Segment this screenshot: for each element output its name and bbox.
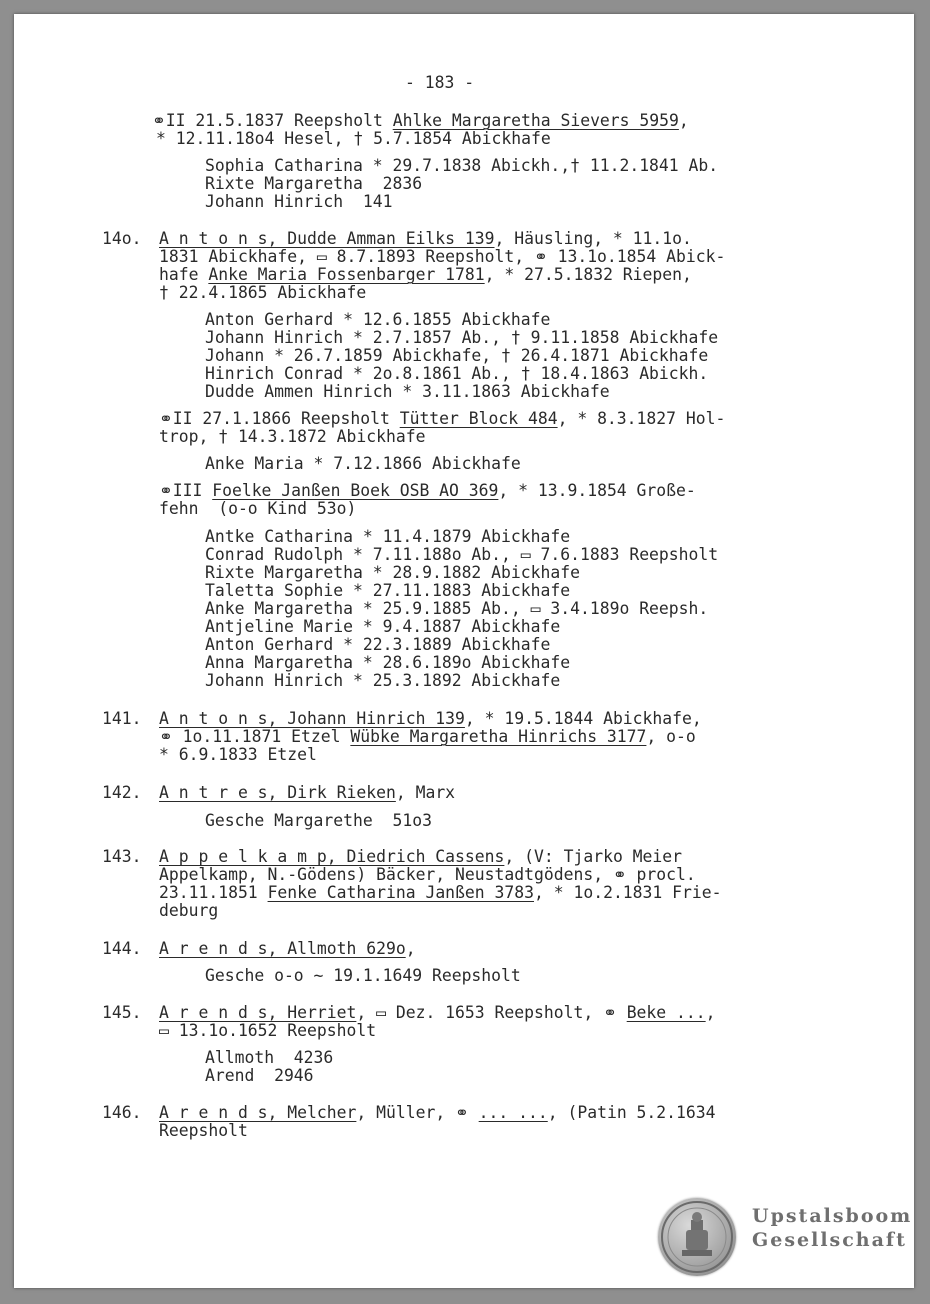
seal-icon — [658, 1198, 736, 1276]
text-line: trop, † 14.3.1872 Abickhafe — [159, 427, 426, 446]
text-line: † 22.4.1865 Abickhafe — [159, 283, 367, 302]
upstalsboom-logo — [658, 1198, 918, 1278]
entry-head: A r e n d s, Melcher, Müller, ⚭ ... ..., (Patin 5.2.1634 — [159, 1103, 716, 1122]
child-line: Gesche Margarethe 51o3 — [205, 811, 432, 830]
child-line: Rixte Margaretha * 28.9.1882 Abickhafe — [205, 563, 580, 582]
entry-head: A n t o n s, Dudde Amman Eilks 139, Häusling, * 11.1o. — [159, 229, 692, 248]
entry-head: A r e n d s, Allmoth 629o, — [159, 939, 416, 958]
child-line: Antjeline Marie * 9.4.1887 Abickhafe — [205, 617, 561, 636]
child-line: Johann * 26.7.1859 Abickhafe, † 26.4.1871 Abickhafe — [205, 346, 709, 365]
entry-number: 144. — [102, 939, 142, 958]
entry-number: 141. — [102, 709, 142, 728]
child-line: Anke Maria * 7.12.1866 Abickhafe — [205, 454, 521, 473]
brand-name: Upstalsboom Gesellschaft — [752, 1205, 913, 1251]
entry-head: A n t r e s, Dirk Rieken, Marx — [159, 783, 456, 802]
entry-head: A p p e l k a m p, Diedrich Cassens, (V: Tjarko Meier — [159, 847, 683, 866]
child-line: Allmoth 4236 — [205, 1048, 334, 1067]
text-line: hafe Anke Maria Fossenbarger 1781, * 27.5.1832 Riepen, — [159, 265, 692, 284]
child-line: Hinrich Conrad * 2o.8.1861 Ab., † 18.4.1863 Abickh. — [205, 364, 709, 383]
text-line: fehn (o-o Kind 53o) — [159, 499, 357, 518]
text-line: ▭ 13.1o.1652 Reepsholt — [159, 1021, 377, 1040]
text-line: Appelkamp, N.-Gödens) Bäcker, Neustadtgödens, ⚭ procl. — [159, 865, 696, 884]
entry-head: A n t o n s, Johann Hinrich 139, * 19.5.1844 Abickhafe, — [159, 709, 702, 728]
page-content — [14, 14, 914, 1288]
entry-number: 142. — [102, 783, 142, 802]
document-page — [14, 14, 914, 1288]
marriage-line: ⚭II 27.1.1866 Reepsholt Tütter Block 484, * 8.3.1827 Hol- — [159, 409, 726, 428]
child-line: Arend 2946 — [205, 1066, 314, 1085]
child-line: Anna Margaretha * 28.6.189o Abickhafe — [205, 653, 571, 672]
text-line: deburg — [159, 901, 219, 920]
text-line: Reepsholt — [159, 1121, 248, 1140]
text-line: * 6.9.1833 Etzel — [159, 745, 317, 764]
child-line: Johann Hinrich 141 — [205, 192, 393, 211]
child-line: Gesche o-o ~ 19.1.1649 Reepsholt — [205, 966, 521, 985]
child-line: Anke Margaretha * 25.9.1885 Ab., ▭ 3.4.189o Reepsh. — [205, 599, 709, 618]
child-line: Anton Gerhard * 12.6.1855 Abickhafe — [205, 310, 551, 329]
child-line: Conrad Rudolph * 7.11.188o Ab., ▭ 7.6.1883 Reepsholt — [205, 545, 719, 564]
text-line: * 12.11.18o4 Hesel, † 5.7.1854 Abickhafe — [156, 129, 551, 148]
text-line: 1831 Abickhafe, ▭ 8.7.1893 Reepsholt, ⚭ 13.1o.1854 Abick- — [159, 247, 726, 266]
child-line: Dudde Ammen Hinrich * 3.11.1863 Abickhafe — [205, 382, 610, 401]
marriage-line: ⚭II 21.5.1837 Reepsholt Ahlke Margaretha Sievers 5959, — [152, 111, 689, 130]
entry-number: 143. — [102, 847, 142, 866]
page-number: - 183 - — [405, 73, 475, 92]
child-line: Johann Hinrich * 2.7.1857 Ab., † 9.11.1858 Abickhafe — [205, 328, 719, 347]
marriage-line: ⚭III Foelke Janßen Boek OSB AO 369, * 13.9.1854 Große- — [159, 481, 696, 500]
child-line: Taletta Sophie * 27.11.1883 Abickhafe — [205, 581, 571, 600]
child-line: Johann Hinrich * 25.3.1892 Abickhafe — [205, 671, 561, 690]
text-line: 23.11.1851 Fenke Catharina Janßen 3783, * 1o.2.1831 Frie- — [159, 883, 722, 902]
entry-number: 146. — [102, 1103, 142, 1122]
child-line: Sophia Catharina * 29.7.1838 Abickh.,† 11.2.1841 Ab. — [205, 156, 719, 175]
entry-number: 145. — [102, 1003, 142, 1022]
entry-number: 14o. — [102, 229, 142, 248]
entry-head: A r e n d s, Herriet, ▭ Dez. 1653 Reepsholt, ⚭ Beke ..., — [159, 1003, 716, 1022]
child-line: Antke Catharina * 11.4.1879 Abickhafe — [205, 527, 571, 546]
child-line: Anton Gerhard * 22.3.1889 Abickhafe — [205, 635, 551, 654]
child-line: Rixte Margaretha 2836 — [205, 174, 423, 193]
text-line: ⚭ 1o.11.1871 Etzel Wübke Margaretha Hinrichs 3177, o-o — [159, 727, 696, 746]
